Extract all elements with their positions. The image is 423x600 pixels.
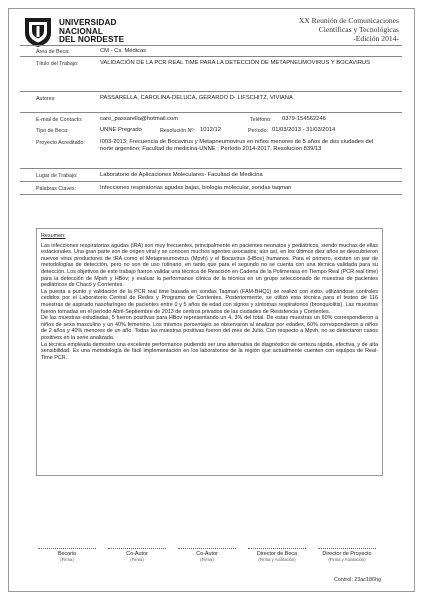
phone-value: 0379-154562246 [282,116,326,122]
abstract-box [36,228,383,476]
keywords-label: Palabras Claves: [36,186,77,192]
signature-name: Director de Beca [256,551,298,557]
signature-line [318,548,376,549]
grant-type-value: UNNE Pregrado [100,127,142,133]
signature-name: Co-Autor [196,551,218,557]
signature-note: (Firma y Aclaración) [258,557,296,562]
workplace-label: Lugar de Trabajo: [36,173,78,179]
authors-value: PASSARELLA, CAROLINA-DELUCA, GERARDO D- LIFSCHITZ, VIVIANA [100,95,293,101]
title-label: Título del Trabajo: [36,61,79,67]
area-label: Área de Beca: [36,49,70,55]
conference-line-3: -Edición 2014- [353,34,399,44]
email-label: E-mail de Contacto: [36,117,83,123]
signature-name: Director de Proyecto [322,551,372,557]
signature-director-proyecto [318,548,376,562]
signature-director-beca [248,548,306,562]
university-logo [22,16,124,48]
university-name-line-1: UNIVERSIDAD [59,18,117,28]
signature-line [248,548,306,549]
abstract-paragraph: La puesta a punto y validación de la PCR real time basada en sondas Taqman (FAM-BHQ1) se realizó con éxito, utilizándose controles cedidos por el Laboratorio Central de Redes y Programa de Corrientes. Posteriormente, se utilizó esta técnica para el testeo de 116 muestras de aspirado nasofaríngeo de pacientes entre 0 y 5 años de edad con signos y síntomas respiratorios (bronquiolitis). Las muestras fueron tomadas en el período Abril-Septiembre de 2013 de centros privados de las ciudades de Resistencia y Corrientes. [41,288,378,315]
university-name-line-2: NACIONAL [59,26,104,36]
abstract-paragraph: La técnica empleada demostró una excelente performance pudiendo ser una alternativa de diagnóstico de certeza rápida, efectiva, y de alta sensibilidad. Es una metodología de fácil implementación en los laboratorios de la región que actualmente cuenten con equipos de Real-Time PCR. [41,341,378,361]
period-value: 01/03/2013 - 31/03/2014 [272,127,336,133]
control-code: Control: 23ac186hg [333,577,381,583]
resolution-value: 1012/12 [200,127,221,133]
signature-becario [38,548,96,562]
conference-title [299,16,399,44]
project-label: Proyecto Acreditado: [36,140,85,146]
signature-line [38,548,96,549]
divider [20,181,402,182]
abstract-paragraph: De las muestras estudiadas, 5 fueron positivas para HBov representando un 4, 3% del total. De estas muestras un 60% correspondieron a niños de sexo masculino y un 40% femenino. Los mismos porcentajes se observaron al analizar por edades, 60% correspondieron a niños de 2 años y 40% menores de un año. Todas las muestras positivas fueron del mes de Julio. Con respecto a Mpvh, no se detectaron casos positivos en la serie analizada. [41,315,378,341]
resolution-label: Resolución Nº: [160,128,195,134]
area-value: CM - Cs. Médicas [100,48,147,54]
divider [20,194,402,195]
workplace-value: Laboratorio de Aplicaciones Moleculares- Facultad de Medicina [100,172,263,178]
signature-note: (Firma) [60,557,74,562]
signature-coautor-1 [108,548,166,562]
email-value: caro_passarella@hotmail.com [100,116,179,122]
divider [20,91,402,92]
divider [20,56,402,57]
conference-line-2: Científicas y Tecnológicas [318,25,399,35]
grant-type-label: Tipo de Beca: [36,128,69,134]
project-value: I003-2013; Frecuencia de Bocavirus y Metapneumovirus en niños menores de 5 años de dos ciudades del norte argentino; Facultad de medicina-UNNE ; Período 2014-2017. Resolucion 839/13 [100,139,374,153]
keywords-value: Infecciones respiratorias agudas bajas, biologia molecular, sondas taqman [100,185,292,191]
abstract-heading: Resumen: [41,233,66,239]
university-shield-icon [22,16,54,48]
signature-line [108,548,166,549]
authors-label: Autores: [36,96,56,102]
work-title: VALIDACIÓN DE LA PCR REAL TIME PARA LA DETECCIÓN DE METAPNEUMOVIRUS Y BOCAVIRUS [100,60,370,66]
signature-line [178,548,236,549]
signature-name: Becario [57,551,77,557]
signature-name: Co-Autor [126,551,148,557]
divider [20,112,402,113]
phone-label: Teléfono: [250,117,272,123]
header-divider [20,45,402,46]
signature-coautor-2 [178,548,236,562]
signature-note: (Firma y Aclaración) [328,557,366,562]
conference-line-1: XX Reunión de Comunicaciones [298,16,399,25]
university-name-line-3: DEL NORDESTE [59,35,125,45]
abstract-paragraph: Las infecciones respiratorias agudas (IRA) son muy frecuentes, principalmente en pacientes neonatos y pediátricos, siendo muchas de ellas estacionales. Una gran parte son de origen viral y se conocen muchos agentes asociados; aún así, en los últimos diez años se descubrieron nuevos virus productores de IRA como el Metapneumovirus (Mpvh) y el Bocavirus (HBov) humanos. Para el primero, existen un par de metodologías de detección, pero no son de uso rutinario, en tanto que para el segundo no se cuenta con una técnica validada para su detección. Los objetivos de este trabajo fueron validar una técnica de Reacción en Cadena de la Polimerasa en Tiempo Real (PCR real time) para la detección de Mpvh y HBov; y evaluar la performance clínica de la técnica en un grupo seleccionado de muestras de pacientes pediátricos de Chaco y Corrientes. [41,242,378,289]
signature-note: (Firma) [130,557,144,562]
divider [20,168,402,169]
period-label: Período: [248,128,269,134]
signature-note: (Firma) [200,557,214,562]
